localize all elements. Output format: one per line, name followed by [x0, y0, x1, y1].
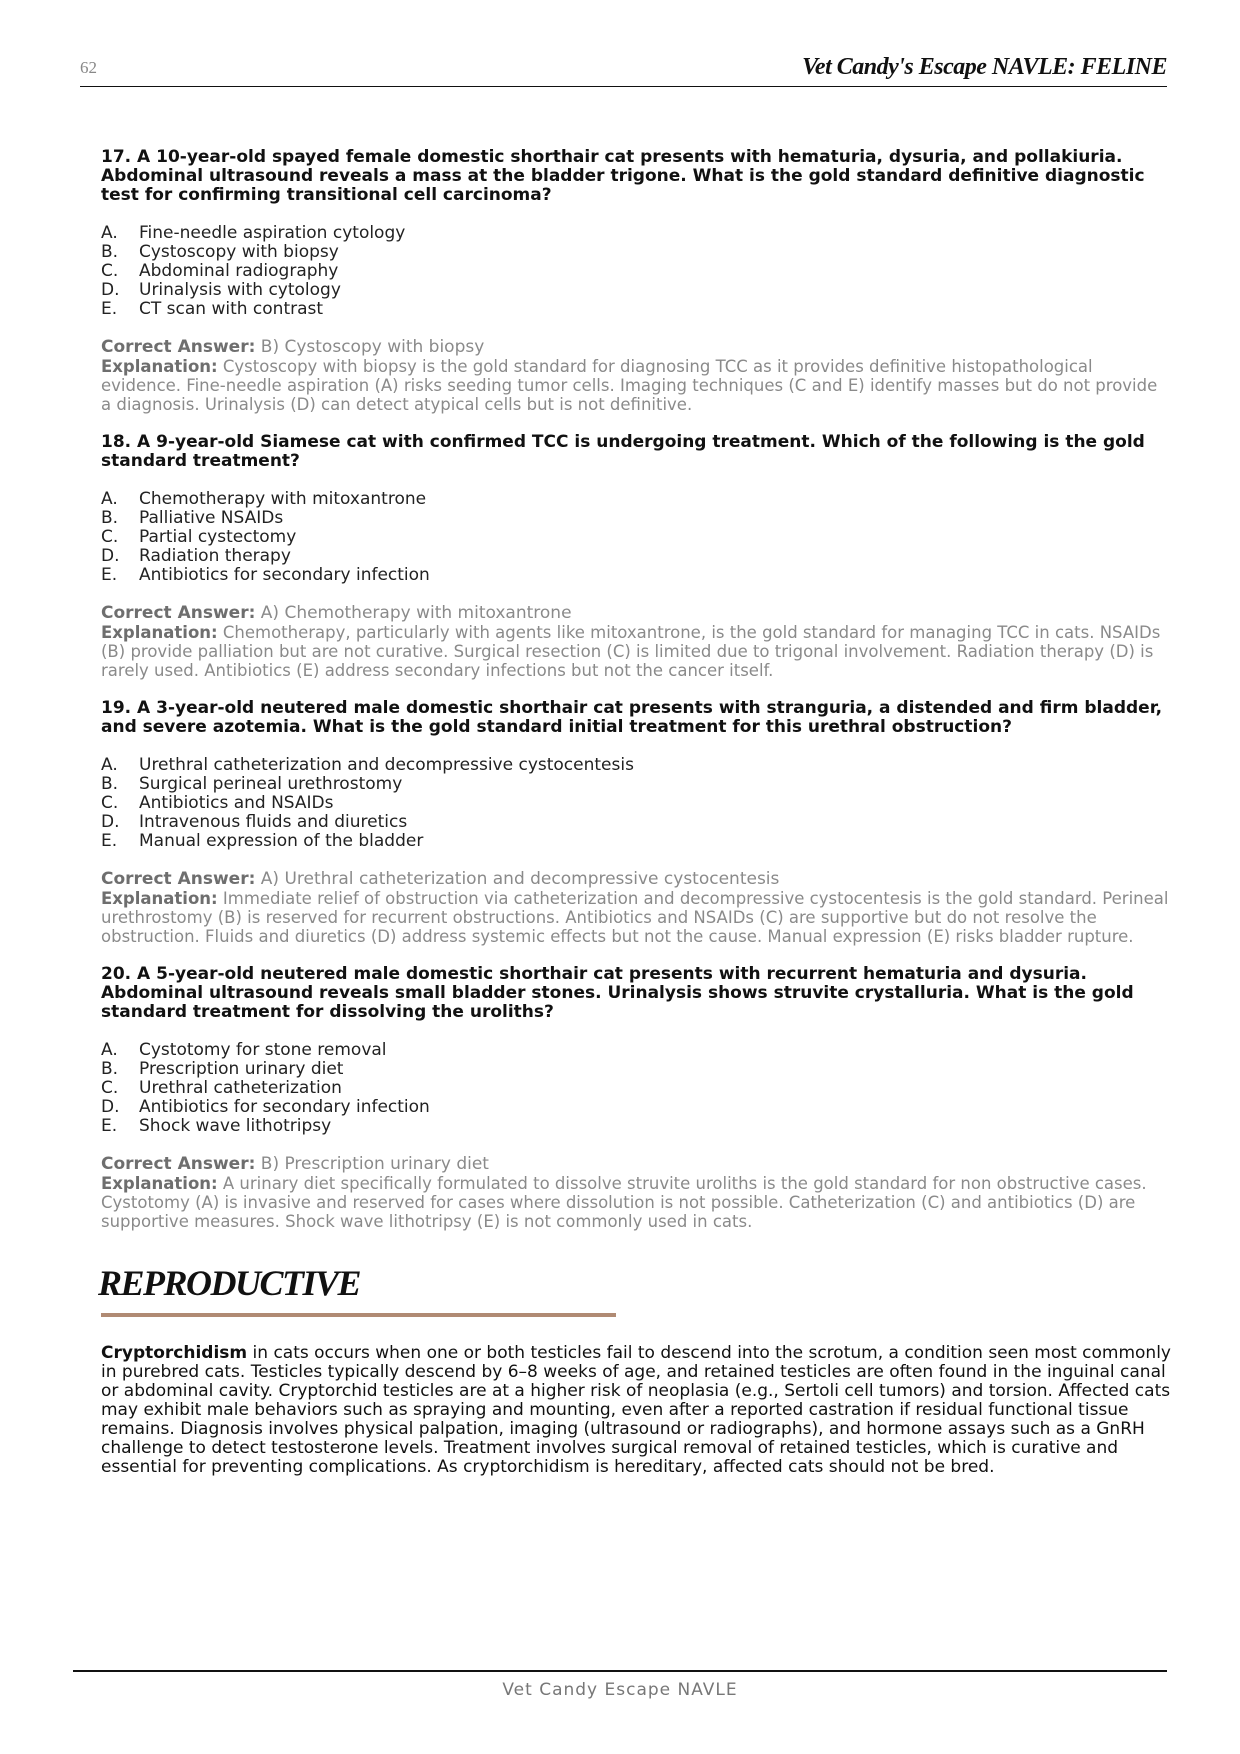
- question-19: [101, 699, 1171, 946]
- correct-answer: [101, 338, 1171, 357]
- explanation: [101, 357, 1171, 414]
- question-text: 17. A 10-year-old spayed female domestic shorthair cat presents with hematuria, dysuria, and pollakiuria. Abdominal ultrasound reveals a mass at the bladder trigone. What is the gold standard definitive diagnostic test for confirming transitional cell carcinoma?: [101, 147, 1145, 205]
- explanation-text: Immediate relief of obstruction via catheterization and decompressive cystocentesis is the gold standard. Perineal urethrostomy (B) is reserved for recurrent obstructions. Antibiotics and NSAIDs (C) are supportive but do not resolve the obstruction. Fluids and diuretics (D) address systemic effects but not the cause. Manual expression (E) risks bladder rupture.: [101, 889, 1169, 946]
- explanation-label: Explanation:: [101, 1174, 218, 1193]
- explanation: [101, 889, 1171, 946]
- explanation-label: Explanation:: [101, 623, 218, 642]
- option-b: B. Prescription urinary diet: [101, 1059, 344, 1079]
- question-17: [101, 148, 1171, 414]
- option-d: D. Radiation therapy: [101, 546, 291, 566]
- options-list: [101, 490, 1171, 585]
- correct-answer-label: Correct Answer:: [101, 337, 256, 357]
- explanation-text: Cystoscopy with biopsy is the gold standard for diagnosing TCC as it provides definitive histopathological evidence. Fine-needle aspiration (A) risks seeding tumor cells. Imaging techniques (C and E) identify masses but do not provide a diagnosis. Urinalysis (D) can detect atypical cells but is not definitive.: [101, 357, 1158, 414]
- option-d: D. Urinalysis with cytology: [101, 280, 341, 300]
- correct-answer: [101, 870, 1171, 889]
- option-a: A. Chemotherapy with mitoxantrone: [101, 489, 427, 509]
- option-e: E. Shock wave lithotripsy: [101, 1116, 332, 1136]
- options-list: [101, 1041, 1171, 1136]
- question-text: 18. A 9-year-old Siamese cat with confirmed TCC is undergoing treatment. Which of the following is the gold standard treatment?: [101, 432, 1145, 471]
- option-b: B. Surgical perineal urethrostomy: [101, 774, 403, 794]
- option-a: A. Urethral catheterization and decompressive cystocentesis: [101, 755, 634, 775]
- correct-answer: [101, 604, 1171, 623]
- option-a: A. Fine-needle aspiration cytology: [101, 223, 406, 243]
- option-d: D. Intravenous fluids and diuretics: [101, 812, 408, 832]
- question-18: [101, 433, 1171, 680]
- option-c: C. Antibiotics and NSAIDs: [101, 793, 334, 813]
- option-d: D. Antibiotics for secondary infection: [101, 1097, 430, 1117]
- options-list: [101, 756, 1171, 851]
- cryptorchidism-paragraph: [101, 1344, 1171, 1477]
- option-e: E. CT scan with contrast: [101, 299, 324, 319]
- section-divider: [101, 1313, 616, 1317]
- correct-answer-label: Correct Answer:: [101, 603, 256, 623]
- footer-divider: [73, 1670, 1167, 1672]
- correct-answer-value: B) Cystoscopy with biopsy: [260, 337, 485, 357]
- explanation: [101, 1174, 1171, 1231]
- correct-answer: [101, 1155, 1171, 1174]
- explanation-text: A urinary diet specifically formulated to dissolve struvite uroliths is the gold standard for non obstructive cases. Cystotomy (A) is invasive and reserved for cases where dissolution is not possible. Catheterization (C) and antibiotics (D) are supportive measures. Shock wave lithotripsy (E) is not commonly used in cats.: [101, 1174, 1147, 1231]
- page-header: [80, 50, 1167, 87]
- cryptorchidism-body: in cats occurs when one or both testicles fail to descend into the scrotum, a condition seen most commonly in purebred cats. Testicles typically descend by 6–8 weeks of age, and retained testicles are often found in the inguinal canal or abdominal cavity. Cryptorchid testicles are at a higher risk of neoplasia (e.g., Sertoli cell tumors) and torsion. Affected cats may exhibit male behaviors such as spraying and mounting, even after a reported castration if residual functional tissue remains. Diagnosis involves physical palpation, imaging (ultrasound or radiographs), and hormone assays such as a GnRH challenge to detect testosterone levels. Treatment involves surgical removal of retained testicles, which is curative and essential for preventing complications. As cryptorchidism is hereditary, affected cats should not be bred.: [101, 1343, 1171, 1477]
- explanation-label: Explanation:: [101, 889, 218, 908]
- option-c: C. Urethral catheterization: [101, 1078, 342, 1098]
- option-e: E. Manual expression of the bladder: [101, 831, 424, 851]
- option-a: A. Cystotomy for stone removal: [101, 1040, 387, 1060]
- cryptorchidism-term: Cryptorchidism: [101, 1343, 248, 1363]
- question-text: 20. A 5-year-old neutered male domestic shorthair cat presents with recurrent hematuria and dysuria. Abdominal ultrasound reveals small bladder stones. Urinalysis shows struvite crystalluria. What is the gold standard treatment for dissolving the uroliths?: [101, 964, 1134, 1022]
- explanation-label: Explanation:: [101, 357, 218, 376]
- explanation: [101, 623, 1171, 680]
- section-title: REPRODUCTIVE: [98, 1263, 361, 1303]
- correct-answer-value: A) Chemotherapy with mitoxantrone: [260, 603, 572, 623]
- option-b: B. Cystoscopy with biopsy: [101, 242, 339, 262]
- page-number: 62: [80, 58, 97, 77]
- explanation-text: Chemotherapy, particularly with agents like mitoxantrone, is the gold standard for managing TCC in cats. NSAIDs (B) provide palliation but are not curative. Surgical resection (C) is limited due to trigonal involvement. Radiation therapy (D) is rarely used. Antibiotics (E) address secondary infections but not the cancer itself.: [101, 623, 1161, 680]
- question-20: [101, 965, 1171, 1231]
- option-b: B. Palliative NSAIDs: [101, 508, 284, 528]
- question-text: 19. A 3-year-old neutered male domestic shorthair cat presents with stranguria, a distended and firm bladder, and severe azotemia. What is the gold standard initial treatment for this urethral obstruction?: [101, 698, 1163, 737]
- correct-answer-label: Correct Answer:: [101, 869, 256, 889]
- book-title: Vet Candy's Escape NAVLE: FELINE: [802, 54, 1167, 80]
- option-c: C. Abdominal radiography: [101, 261, 339, 281]
- correct-answer-value: B) Prescription urinary diet: [260, 1154, 489, 1174]
- footer-text: Vet Candy Escape NAVLE: [502, 1680, 738, 1700]
- questions-list: [101, 148, 1171, 1250]
- correct-answer-label: Correct Answer:: [101, 1154, 256, 1174]
- correct-answer-value: A) Urethral catheterization and decompressive cystocentesis: [260, 869, 780, 889]
- options-list: [101, 224, 1171, 319]
- option-c: C. Partial cystectomy: [101, 527, 297, 547]
- option-e: E. Antibiotics for secondary infection: [101, 565, 430, 585]
